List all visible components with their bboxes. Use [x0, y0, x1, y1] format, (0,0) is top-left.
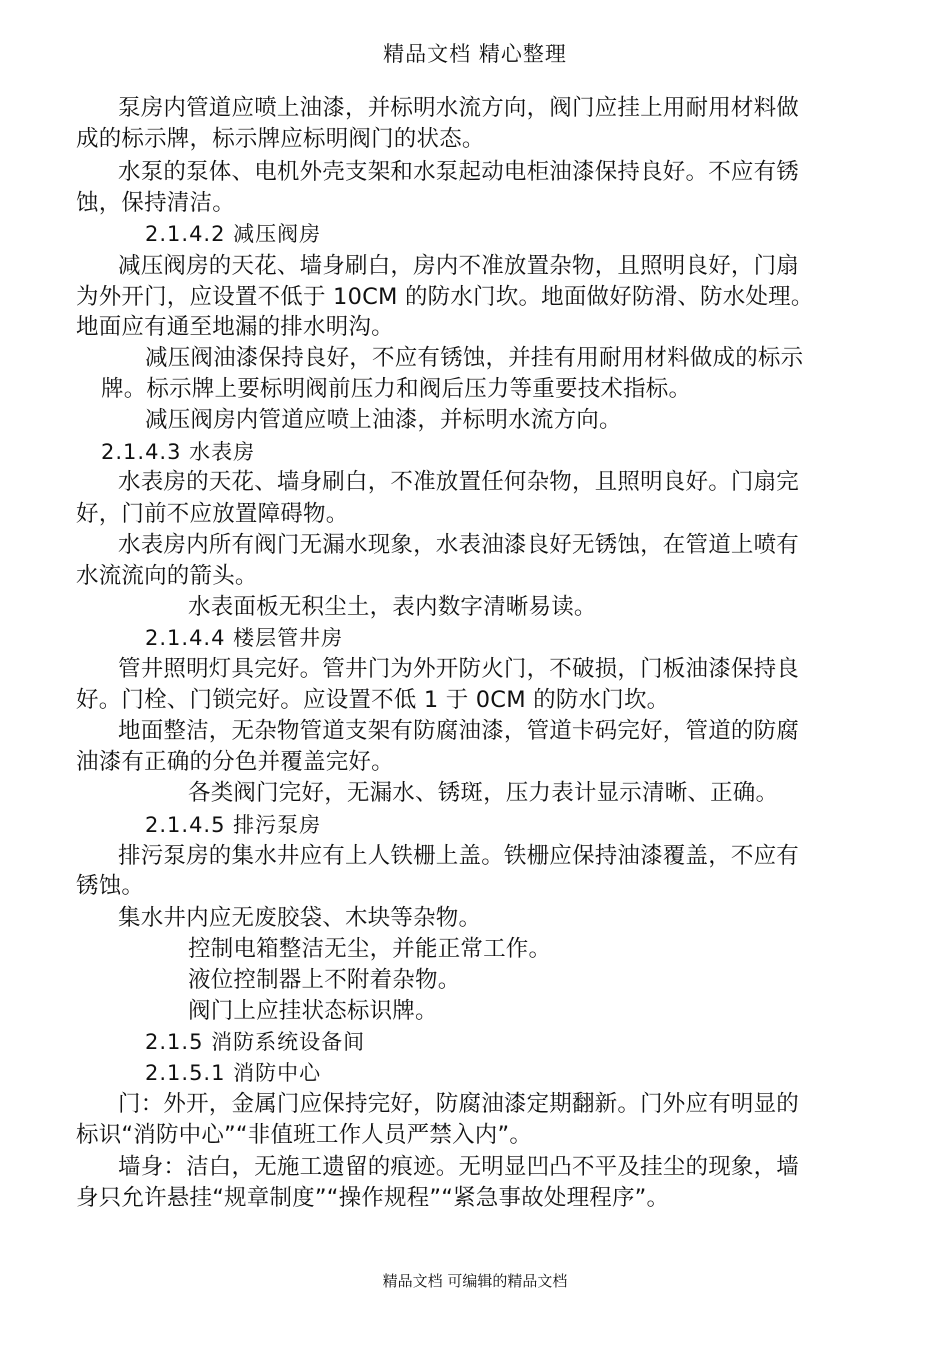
body-line: 油漆有正确的分色并覆盖完好。: [76, 749, 394, 775]
body-line: 控制电箱整洁无尘，并能正常工作。: [188, 936, 552, 962]
section-heading: 2.1.4.2 减压阀房: [145, 222, 322, 246]
body-line: 标识“消防中心”“非值班工作人员严禁入内”。: [76, 1122, 533, 1148]
body-line: 减压阀房内管道应喷上油漆，并标明水流方向。: [145, 407, 622, 433]
section-heading: 2.1.5.1 消防中心: [145, 1061, 322, 1085]
body-line: 水表面板无积尘土，表内数字清晰易读。: [188, 594, 597, 620]
body-line: 身只允许悬挂“规章制度”“操作规程”“紧急事故处理程序”。: [76, 1185, 670, 1211]
body-line: 液位控制器上不附着杂物。: [188, 967, 461, 993]
section-heading: 2.1.4.5 排污泵房: [145, 813, 322, 837]
body-line: 减压阀房的天花、墙身刷白，房内不准放置杂物，且照明良好，门扇: [118, 253, 800, 279]
body-line: 牌。标示牌上要标明阀前压力和阀后压力等重要技术指标。: [101, 376, 692, 402]
body-line: 减压阀油漆保持良好，不应有锈蚀，并挂有用耐用材料做成的标示: [145, 345, 804, 371]
body-line: 锈蚀。: [76, 873, 145, 899]
body-line: 成的标示牌，标示牌应标明阀门的状态。: [76, 126, 485, 152]
page-header: 精品文档 精心整理: [383, 42, 567, 66]
body-line: 地面应有通至地漏的排水明沟。: [76, 314, 394, 340]
page-footer: 精品文档 可编辑的精品文档: [382, 1272, 568, 1290]
body-line: 管井照明灯具完好。管井门为外开防火门，不破损，门板油漆保持良: [118, 656, 800, 682]
body-line: 排污泵房的集水井应有上人铁栅上盖。铁栅应保持油漆覆盖，不应有: [118, 843, 800, 869]
body-line: 泵房内管道应喷上油漆，并标明水流方向，阀门应挂上用耐用材料做: [118, 95, 800, 121]
body-line: 好。门栓、门锁完好。应设置不低 1 于 0CM 的防水门坎。: [76, 687, 670, 713]
body-line: 门：外开，金属门应保持完好，防腐油漆定期翻新。门外应有明显的: [118, 1091, 800, 1117]
body-line: 集水井内应无废胶袋、木块等杂物。: [118, 905, 482, 931]
body-line: 各类阀门完好，无漏水、锈斑，压力表计显示清晰、正确。: [188, 780, 779, 806]
body-line: 好，门前不应放置障碍物。: [76, 501, 349, 527]
body-line: 为外开门，应设置不低于 10CM 的防水门坎。地面做好防滑、防水处理。: [76, 284, 814, 310]
body-line: 地面整洁，无杂物管道支架有防腐油漆，管道卡码完好，管道的防腐: [118, 718, 800, 744]
section-heading: 2.1.5 消防系统设备间: [145, 1030, 366, 1054]
body-line: 水表房的天花、墙身刷白，不准放置任何杂物，且照明良好。门扇完: [118, 469, 800, 495]
body-line: 阀门上应挂状态标识牌。: [188, 998, 438, 1024]
body-line: 水表房内所有阀门无漏水现象，水表油漆良好无锈蚀，在管道上喷有: [118, 532, 800, 558]
body-line: 水流流向的箭头。: [76, 563, 258, 589]
body-line: 墙身：洁白，无施工遗留的痕迹。无明显凹凸不平及挂尘的现象，墙: [118, 1154, 800, 1180]
section-heading: 2.1.4.3 水表房: [101, 440, 256, 464]
section-heading: 2.1.4.4 楼层管井房: [145, 626, 344, 650]
body-line: 水泵的泵体、电机外壳支架和水泵起动电柜油漆保持良好。不应有锈: [118, 159, 800, 185]
body-line: 蚀，保持清洁。: [76, 190, 235, 216]
